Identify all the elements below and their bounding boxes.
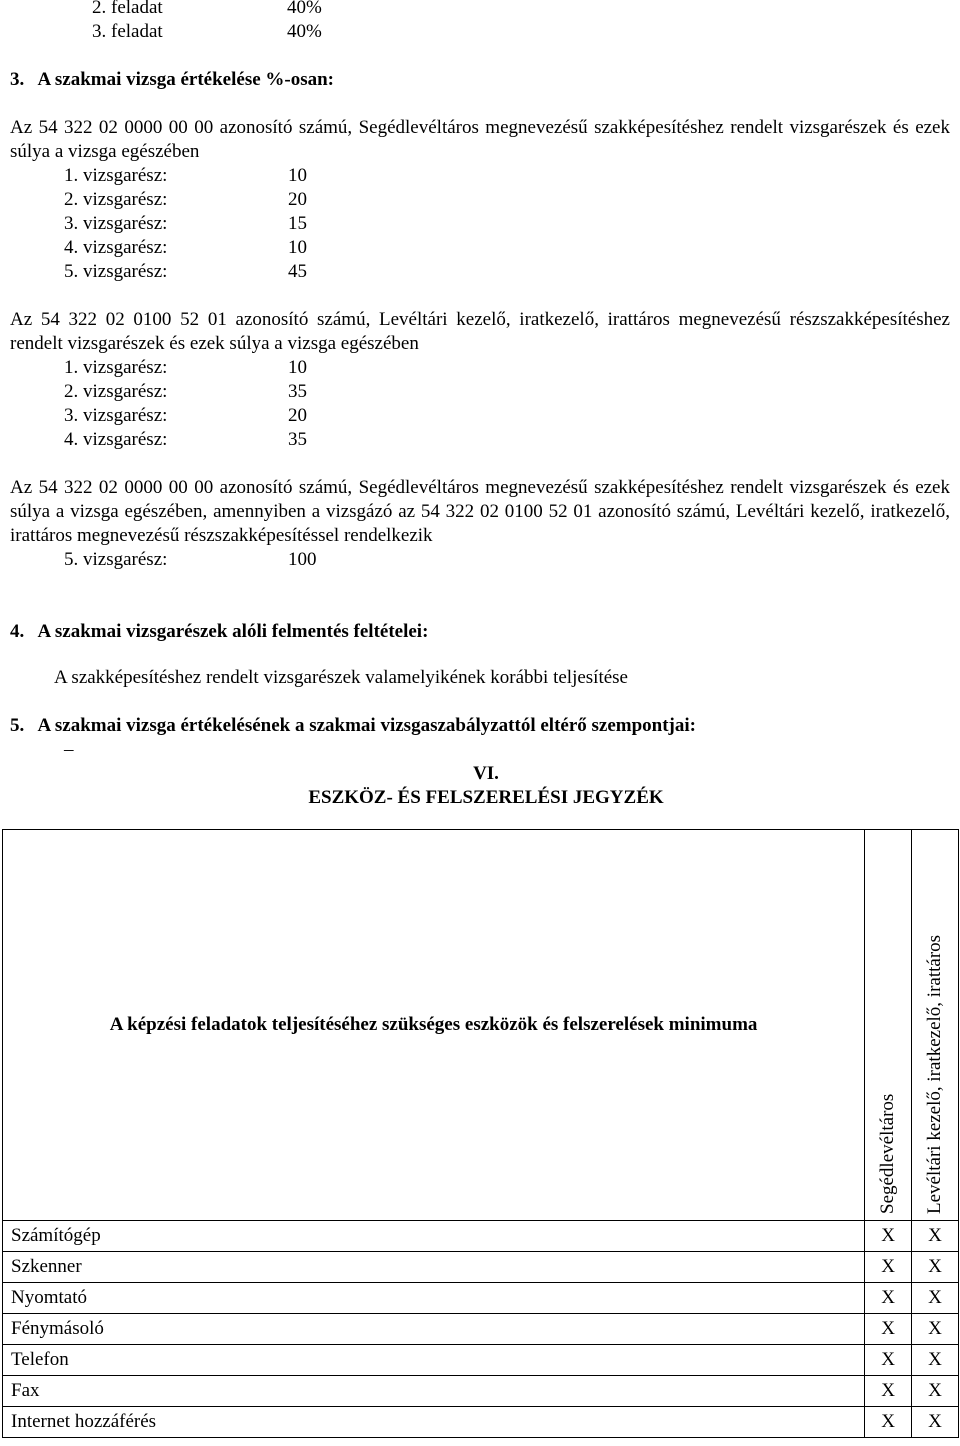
section-3-heading: 3. A szakmai vizsga értékelése %-osan:: [10, 69, 335, 90]
table-cell: X: [865, 1345, 912, 1376]
exam-part-row: [64, 380, 307, 404]
column-header: [865, 830, 912, 1221]
section-5-text: –: [64, 739, 74, 760]
table-cell: X: [912, 1252, 959, 1283]
equipment-name: Telefon: [3, 1345, 865, 1376]
chapter-title: ESZKÖZ- ÉS FELSZERELÉSI JEGYZÉK: [308, 787, 664, 808]
section-4-text: A szakképesítéshez rendelt vizsgarészek valamelyikének korábbi teljesítése: [54, 667, 628, 688]
equipment-table: [2, 829, 959, 1438]
block-1-text: Az 54 322 02 0000 00 00 azonosító számú, Segédlevéltáros megnevezésű szakképesítéshez rendelt vizsgarészek és ezek súlya a vizsga egészében: [10, 117, 950, 162]
table-row: [3, 1221, 959, 1252]
table-row: [3, 1252, 959, 1283]
table-row: [3, 1283, 959, 1314]
table-cell: X: [912, 1221, 959, 1252]
table-cell: X: [912, 1314, 959, 1345]
part-value: 10: [288, 237, 307, 258]
part-value: 35: [288, 429, 307, 450]
part-value: 15: [288, 213, 307, 234]
column-label: Levéltári kezelő, iratkezelő, irattáros: [924, 934, 946, 1214]
part-value: 10: [288, 165, 307, 186]
table-cell: X: [865, 1407, 912, 1438]
part-label: 2. vizsgarész:: [64, 189, 168, 210]
task-row: [92, 0, 322, 20]
part-value: 45: [288, 261, 307, 282]
table-cell: X: [865, 1283, 912, 1314]
part-label: 3. vizsgarész:: [64, 213, 168, 234]
exam-part-row: [64, 428, 307, 452]
table-row: [3, 1376, 959, 1407]
equipment-name: Nyomtató: [3, 1283, 865, 1314]
equipment-name: Internet hozzáférés: [3, 1407, 865, 1438]
part-label: 5. vizsgarész:: [64, 549, 168, 570]
task-value: 40%: [287, 21, 322, 42]
column-label: Segédlevéltáros: [877, 1093, 899, 1214]
table-row: [3, 1407, 959, 1438]
part-value: 20: [288, 189, 307, 210]
column-header: [912, 830, 959, 1221]
part-label: 1. vizsgarész:: [64, 357, 168, 378]
exam-part-row: [64, 212, 307, 236]
equipment-name: Fénymásoló: [3, 1314, 865, 1345]
section-5-heading: 5. A szakmai vizsga értékelésének a szakmai vizsgaszabályzattól eltérő szempontjai:: [10, 715, 696, 736]
exam-part-row: [64, 548, 317, 572]
table-cell: X: [865, 1314, 912, 1345]
table-cell: X: [865, 1252, 912, 1283]
equipment-name: Fax: [3, 1376, 865, 1407]
exam-part-row: [64, 236, 307, 260]
table-cell: X: [912, 1407, 959, 1438]
part-value: 100: [288, 549, 317, 570]
exam-part-row: [64, 356, 307, 380]
exam-part-row: [64, 164, 307, 188]
block-2-text: Az 54 322 02 0100 52 01 azonosító számú, Levéltári kezelő, iratkezelő, irattáros megnevezésű részszakképesítéshez rendelt vizsgarészek és ezek súlya a vizsga egészében: [10, 309, 950, 354]
part-label: 3. vizsgarész:: [64, 405, 168, 426]
part-label: 1. vizsgarész:: [64, 165, 168, 186]
section-4-heading: 4. A szakmai vizsgarészek alóli felmentés feltételei:: [10, 621, 429, 642]
block-3-text: Az 54 322 02 0000 00 00 azonosító számú, Segédlevéltáros megnevezésű szakképesítéshez rendelt vizsgarészek és ezek súlya a vizsga egészében, amennyiben a vizsgázó az 54 322 02 0100 52 01 azonosító számú, Levéltári kezelő, iratkezelő, irattáros megnevezésű részszakképesítéssel rendelkezik: [10, 477, 950, 546]
table-row: [3, 1345, 959, 1376]
task-value: 40%: [287, 0, 322, 18]
chapter-number: VI.: [473, 763, 499, 784]
part-label: 4. vizsgarész:: [64, 237, 168, 258]
equipment-name: Számítógép: [3, 1221, 865, 1252]
table-cell: X: [865, 1376, 912, 1407]
part-value: 20: [288, 405, 307, 426]
table-row: [3, 1314, 959, 1345]
task-label: 3. feladat: [92, 21, 163, 42]
table-cell: X: [865, 1221, 912, 1252]
table-header-row: [3, 830, 959, 1221]
part-value: 10: [288, 357, 307, 378]
table-cell: X: [912, 1345, 959, 1376]
table-cell: X: [912, 1376, 959, 1407]
exam-part-row: [64, 260, 307, 284]
part-value: 35: [288, 381, 307, 402]
part-label: 5. vizsgarész:: [64, 261, 168, 282]
table-header-title: A képzési feladatok teljesítéséhez szükséges eszközök és felszerelések minimuma: [3, 830, 865, 1221]
exam-part-row: [64, 188, 307, 212]
part-label: 2. vizsgarész:: [64, 381, 168, 402]
table-cell: X: [912, 1283, 959, 1314]
task-row: [92, 20, 322, 44]
exam-part-row: [64, 404, 307, 428]
task-label: 2. feladat: [92, 0, 163, 18]
part-label: 4. vizsgarész:: [64, 429, 168, 450]
equipment-name: Szkenner: [3, 1252, 865, 1283]
